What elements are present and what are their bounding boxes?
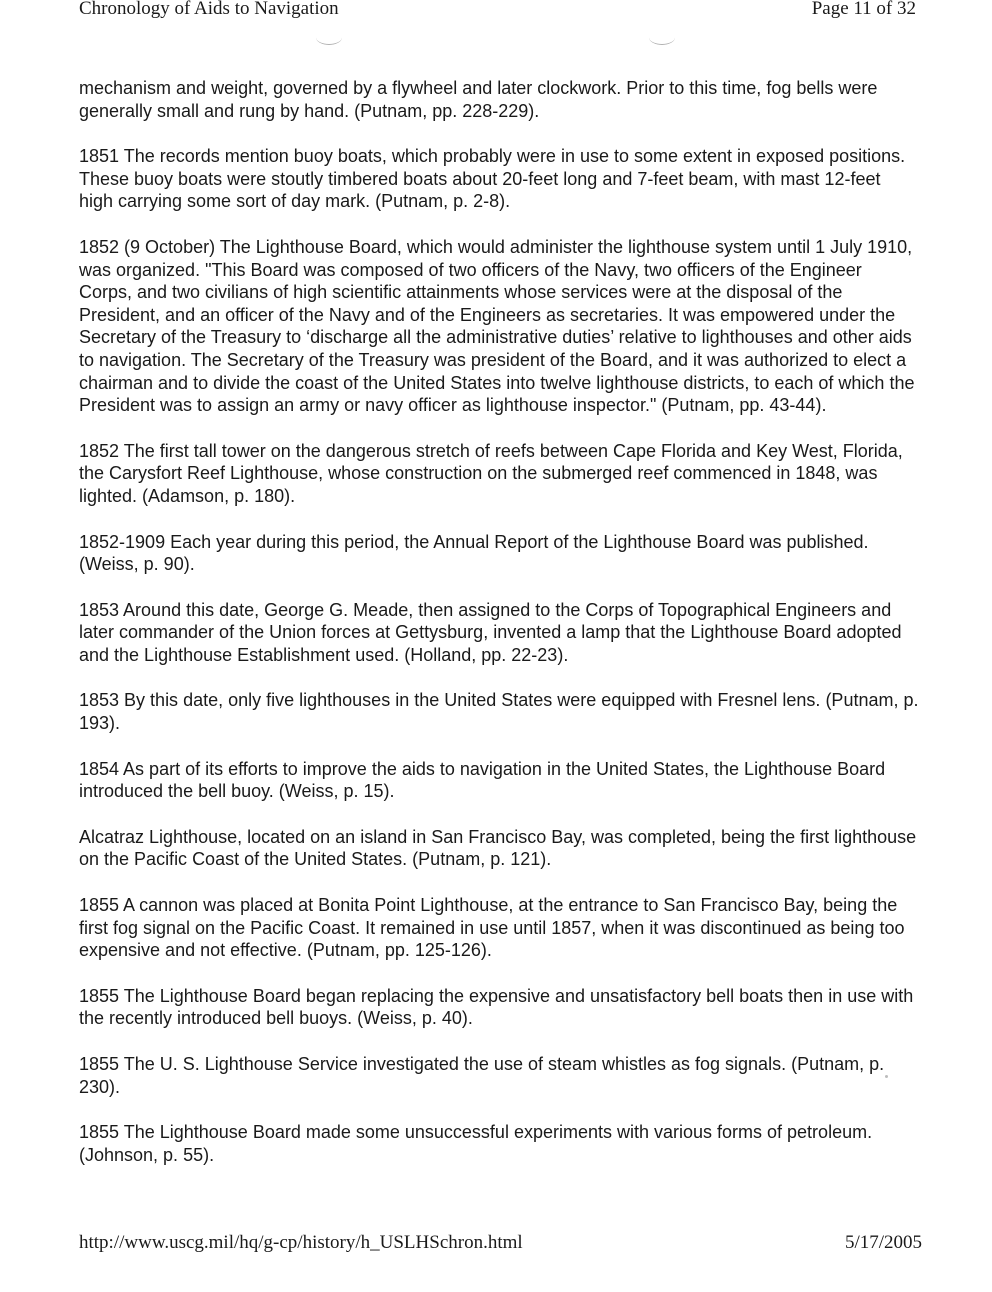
- paragraph: 1851 The records mention buoy boats, which probably were in use to some extent in exposed positions. These buoy boats were stoutly timbered boats about 20-feet long and 7-feet beam, with mast 12-feet high carrying some sort of day mark. (Putnam, p. 2-8).: [79, 146, 906, 212]
- page-number: Page 11 of 32: [811, 0, 916, 19]
- document-body: [79, 77, 919, 1189]
- paragraph: 1852 (9 October) The Lighthouse Board, which would administer the lighthouse system until 1 July 1910, was organized. "This Board was composed of two officers of the Navy, two officers of the Engineer Corps, and two civilians of high scientific attainments whose services were at the disposal of the President, and an officer of the Navy and of the Engineers as secretaries. It was empowered under the Secretary of the Treasury to ‘discharge all the administrative duties’ relative to lighthouses and other aids to navigation. The Secretary of the Treasury was president of the Board, and it was authorized to elect a chairman and to divide the coast of the United States into twelve lighthouse districts, to each of which the President was to assign an army or navy officer as lighthouse inspector." (Putnam, pp. 43-44).: [79, 236, 915, 416]
- page-header: [79, 0, 916, 24]
- scan-speck: [885, 1075, 888, 1078]
- paragraph: 1855 The Lighthouse Board began replacing the expensive and unsatisfactory bell boats then in use with the recently introduced bell buoys. (Weiss, p. 40).: [79, 985, 914, 1029]
- paragraph: 1853 Around this date, George G. Meade, then assigned to the Corps of Topographical Engineers and later commander of the Union forces at Gettysburg, invented a lamp that the Lighthouse Board adopted and the Lighthouse Establishment used. (Holland, pp. 22-23).: [79, 599, 902, 665]
- paragraph: 1853 By this date, only five lighthouses in the United States were equipped with Fresnel lens. (Putnam, p. 193).: [79, 690, 919, 734]
- scan-mark-right: [649, 30, 675, 45]
- document-title: Chronology of Aids to Navigation: [79, 0, 339, 19]
- paragraph: 1855 The U. S. Lighthouse Service investigated the use of steam whistles as fog signals. (Putnam, p. 230).: [79, 1054, 885, 1097]
- source-url: http://www.uscg.mil/hq/g-cp/history/h_USLHSchron.html: [79, 1232, 523, 1253]
- paragraph: 1854 As part of its efforts to improve the aids to navigation in the United States, the Lighthouse Board introduced the bell buoy. (Weiss, p. 15).: [79, 758, 886, 802]
- page-footer: [79, 1232, 922, 1256]
- print-date: 5/17/2005: [844, 1232, 922, 1253]
- paragraph: 1852-1909 Each year during this period, the Annual Report of the Lighthouse Board was published. (Weiss, p. 90).: [79, 531, 869, 575]
- paragraph: Alcatraz Lighthouse, located on an island in San Francisco Bay, was completed, being the first lighthouse on the Pacific Coast of the United States. (Putnam, p. 121).: [79, 826, 917, 870]
- paragraph: 1855 The Lighthouse Board made some unsuccessful experiments with various forms of petroleum. (Johnson, p. 55).: [79, 1122, 873, 1165]
- paragraph: 1855 A cannon was placed at Bonita Point Lighthouse, at the entrance to San Francisco Bay, being the first fog signal on the Pacific Coast. It remained in use until 1857, when it was discontinued as being too expensive and not effective. (Putnam, pp. 125-126).: [79, 895, 905, 961]
- paragraph: 1852 The first tall tower on the dangerous stretch of reefs between Cape Florida and Key West, Florida, the Carysfort Reef Lighthouse, whose construction on the submerged reef commenced in 1848, was lighted. (Adamson, p. 180).: [79, 440, 903, 506]
- paragraph: mechanism and weight, governed by a flywheel and later clockwork. Prior to this time, fog bells were generally small and rung by hand. (Putnam, pp. 228-229).: [79, 78, 878, 121]
- scan-mark-left: [316, 30, 342, 45]
